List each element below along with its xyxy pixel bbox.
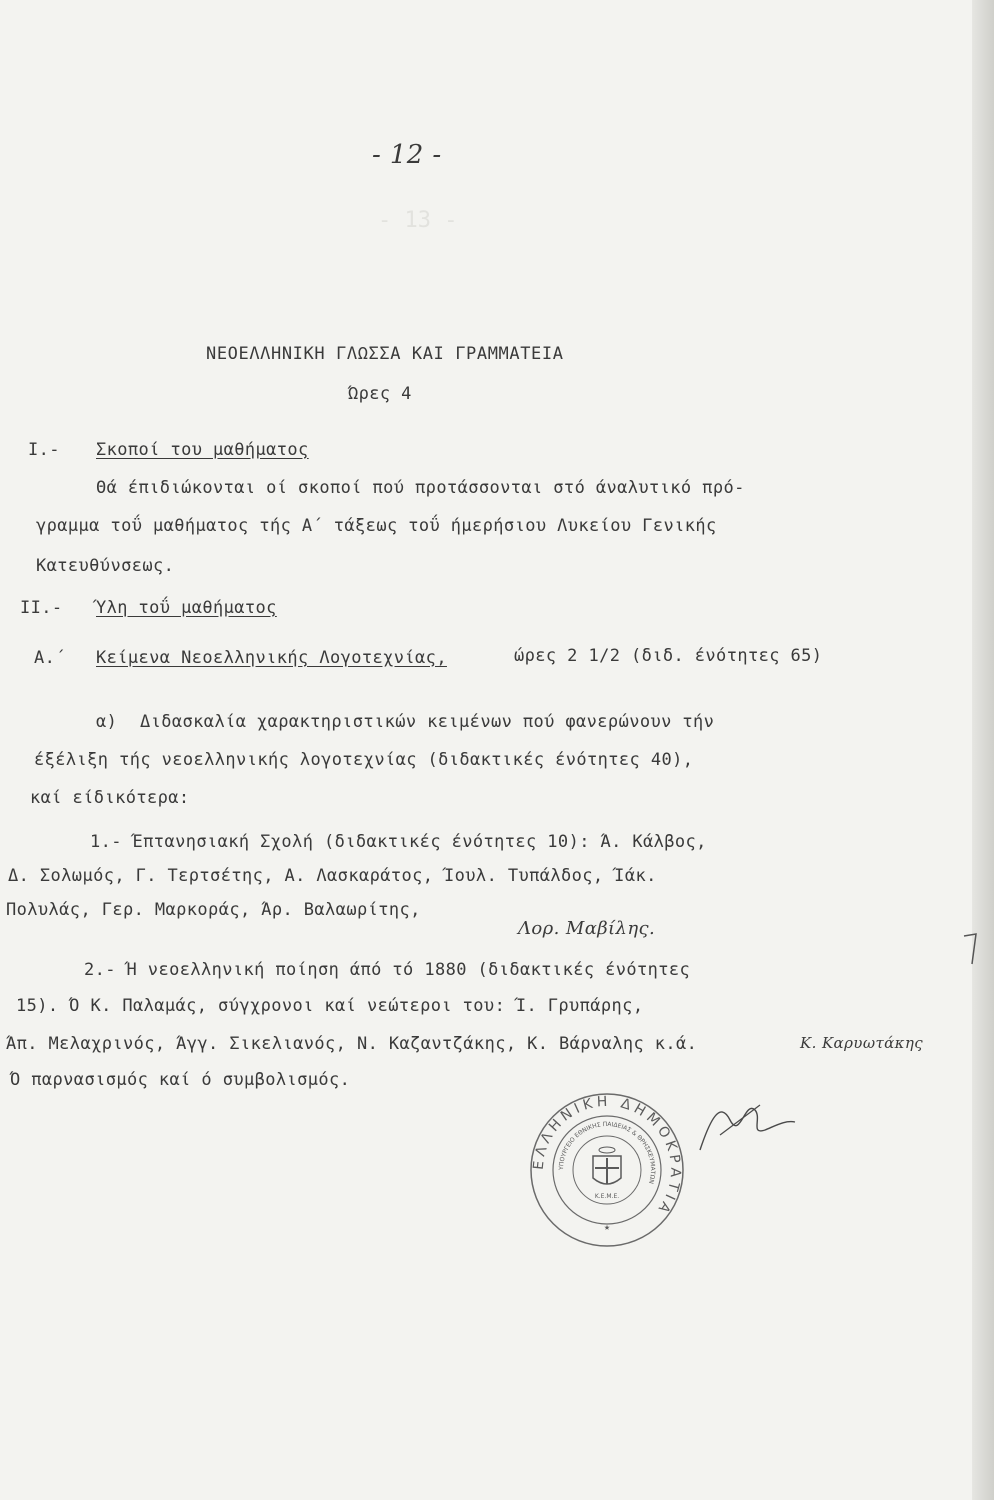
section1-line-2: γραμμα τοΰ μαθήματος τής Α΄ τάξεως τοΰ ήμερήσιου Λυκείου Γενικής [36,516,717,536]
item-a-line-1: Διδασκαλία χαρακτηριστικών κειμένων πού φανερώνουν τήν [140,712,715,732]
coat-of-arms-icon [593,1147,621,1184]
item-2-line-3: Άπ. Μελαχρινός, Άγγ. Σικελιανός, Ν. Καζαντζάκης, Κ. Βάρναλης κ.ά. [6,1034,698,1054]
official-seal [527,1090,687,1250]
item-2-handwritten: Κ. Καρυωτάκης [800,1034,924,1052]
item-1-line-2: Δ. Σολωμός, Γ. Τερτσέτης, Α. Λασκαράτος, Ίουλ. Τυπάλδος, Ίάκ. [8,866,657,886]
partA-hours: ώρες 2 1/2 (διδ. ένότητες 65) [514,646,823,666]
section1-line-1: Θά έπιδιώκονται οί σκοποί πού προτάσσονται στό άναλυτικό πρό- [96,478,745,498]
signature [690,1090,800,1160]
item-2-line-4: Ό παρνασισμός καί ό συμβολισμός. [10,1070,351,1090]
section2-number: ΙΙ.- [20,598,63,618]
star-icon: ★ [603,1222,611,1233]
item-a-label: α) [96,712,118,732]
seal-bottom-text: Κ.Ε.Μ.Ε. [594,1193,620,1200]
seal-outer-text: ΕΛΛΗΝΙΚΗ ΔΗΜΟΚΡΑΤΙΑ [530,1093,684,1219]
item-a-line-2: έξέλιξη τής νεοελληνικής λογοτεχνίας (διδακτικές ένότητες 40), [34,750,694,770]
section1-line-3: Κατευθύνσεως. [36,556,175,576]
ghost-page-number: - 13 - [378,208,458,233]
margin-mark [960,930,980,970]
partA-label: Α.΄ [34,648,66,668]
section1-number: Ι.- [28,440,60,460]
item-1-handwritten: Λορ. Μαβίλης. [518,918,656,939]
hours-label: Ώρες 4 [348,384,412,404]
partA-heading: Κείμενα Νεοελληνικής Λογοτεχνίας, [96,648,447,668]
page-number: - 12 - [372,140,442,170]
document-title: ΝΕΟΕΛΛΗΝΙΚΗ ΓΛΩΣΣΑ ΚΑΙ ΓΡΑΜΜΑΤΕΙΑ [206,344,564,364]
item-2-line-1: 2.- Ή νεοελληνική ποίηση άπό τό 1880 (διδακτικές ένότητες [84,960,691,980]
item-1-line-3: Πολυλάς, Γερ. Μαρκοράς, Άρ. Βαλαωρίτης, [6,900,421,920]
page-edge [972,0,994,1500]
item-a-line-3: καί είδικότερα: [30,788,190,808]
section2-heading: Ύλη τοΰ μαθήματος [96,598,277,618]
section1-heading: Σκοποί του μαθήματος [96,440,309,460]
item-2-line-2: 15). Ό Κ. Παλαμάς, σύγχρονοι καί νεώτεροι του: Ί. Γρυπάρης, [16,996,644,1016]
item-1-line-1: 1.- Έπτανησιακή Σχολή (διδακτικές ένότητες 10): Ά. Κάλβος, [90,832,707,852]
seal-inner-text: ΥΠΟΥΡΓΕΙΟ ΕΘΝΙΚΗΣ ΠΑΙΔΕΙΑΣ & ΘΡΗΣΚΕΥΜΑΤΩΝ [557,1120,657,1185]
